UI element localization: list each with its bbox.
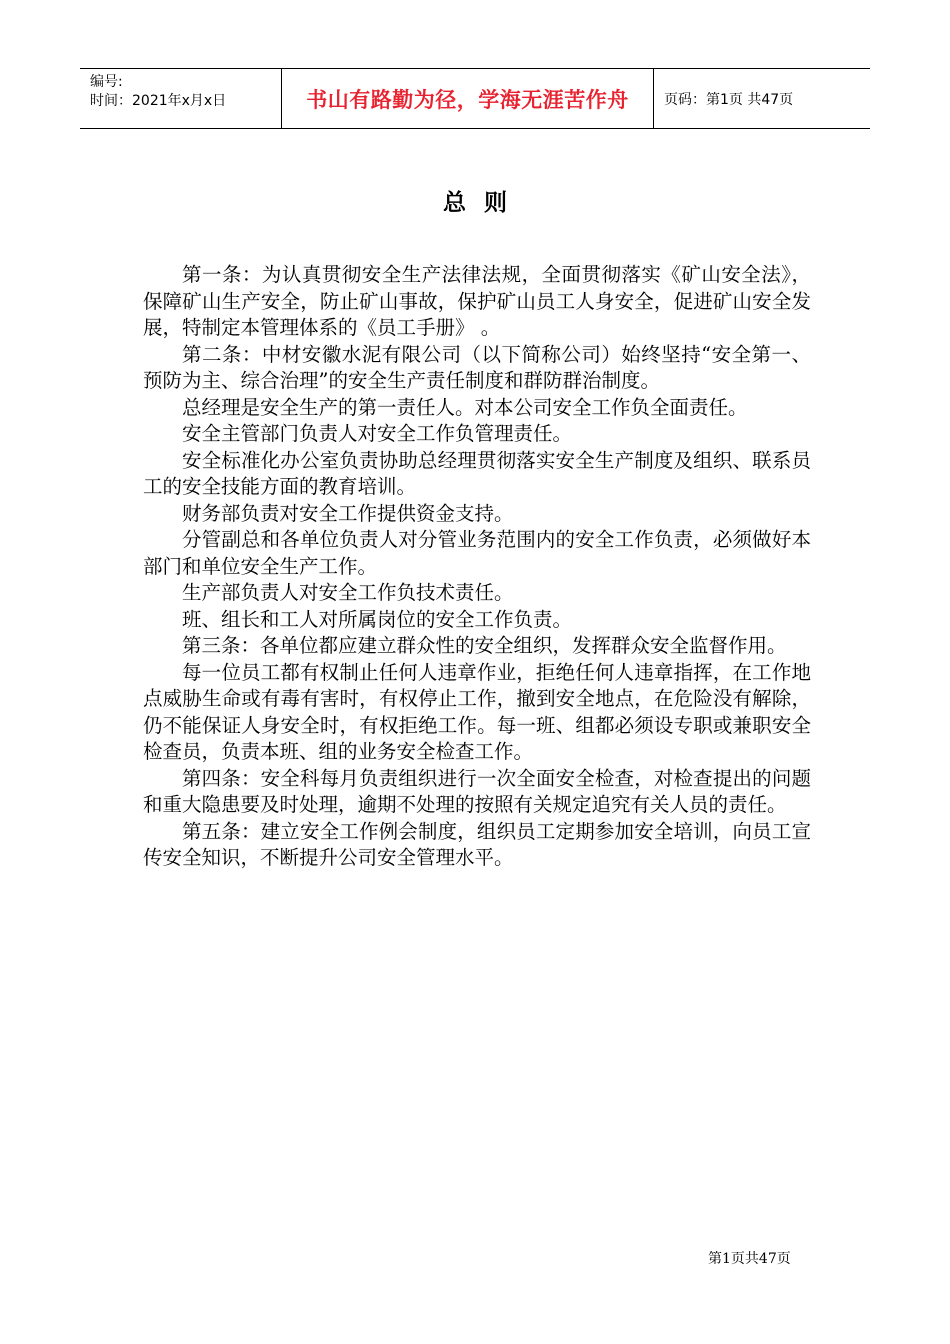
document-title: 总则 [443,190,525,216]
header-meta [80,69,282,128]
paragraph: 分管副总和各单位负责人对分管业务范围内的安全工作负责，必须做好本部门和单位安全生产工作。 [143,528,811,578]
header-page-info: 页码：第1页 共47页 [664,91,794,108]
document-number-label: 编号: [90,74,123,90]
page-header [80,68,870,129]
paragraph: 第一条：为认真贯彻安全生产法律法规，全面贯彻落实《矿山安全法》，保障矿山生产安全，防止矿山事故，保护矿山员工人身安全，促进矿山安全发展，特制定本管理体系的《员工手册》 。 [143,263,811,339]
paragraph: 第三条：各单位都应建立群众性的安全组织，发挥群众安全监督作用。 [182,634,787,657]
paragraph: 每一位员工都有权制止任何人违章作业，拒绝任何人违章指挥，在工作地点威胁生命或有毒有害时，有权停止工作，撤到安全地点，在危险没有解除，仍不能保证人身安全时，有权拒绝工作。每一班、组都必须设专职或兼职安全检查员，负责本班、组的业务安全检查工作。 [143,660,811,763]
paragraph: 班、组长和工人对所属岗位的安全工作负责。 [182,607,573,631]
page-footer: 第1页共47页 [708,1251,791,1267]
paragraph: 第五条：建立安全工作例会制度，组织员工定期参加安全培训，向员工宣传安全知识，不断提升公司安全管理水平。 [143,819,811,869]
document-body [143,262,811,872]
paragraph: 第四条：安全科每月负责组织进行一次全面安全检查，对检查提出的问题和重大隐患要及时处理，逾期不处理的按照有关规定追究有关人员的责任。 [143,766,811,816]
document-time-label: 时间：2021年x月x日 [90,93,227,109]
paragraph: 总经理是安全生产的第一责任人。对本公司安全工作负全面责任。 [182,395,748,419]
paragraph: 安全主管部门负责人对安全工作负管理责任。 [182,422,573,445]
paragraph: 第二条：中材安徽水泥有限公司（以下简称公司）始终坚持“安全第一、预防为主、综合治理”的安全生产责任制度和群防群治制度。 [143,342,811,392]
paragraph: 安全标准化办公室负责协助总经理贯彻落实安全生产制度及组织、联系员工的安全技能方面的教育培训。 [143,448,811,498]
header-motto: 书山有路勤为径，学海无涯苦作舟 [282,69,654,128]
paragraph: 生产部负责人对安全工作负技术责任。 [182,581,514,604]
paragraph: 财务部负责对安全工作提供资金支持。 [182,501,514,525]
